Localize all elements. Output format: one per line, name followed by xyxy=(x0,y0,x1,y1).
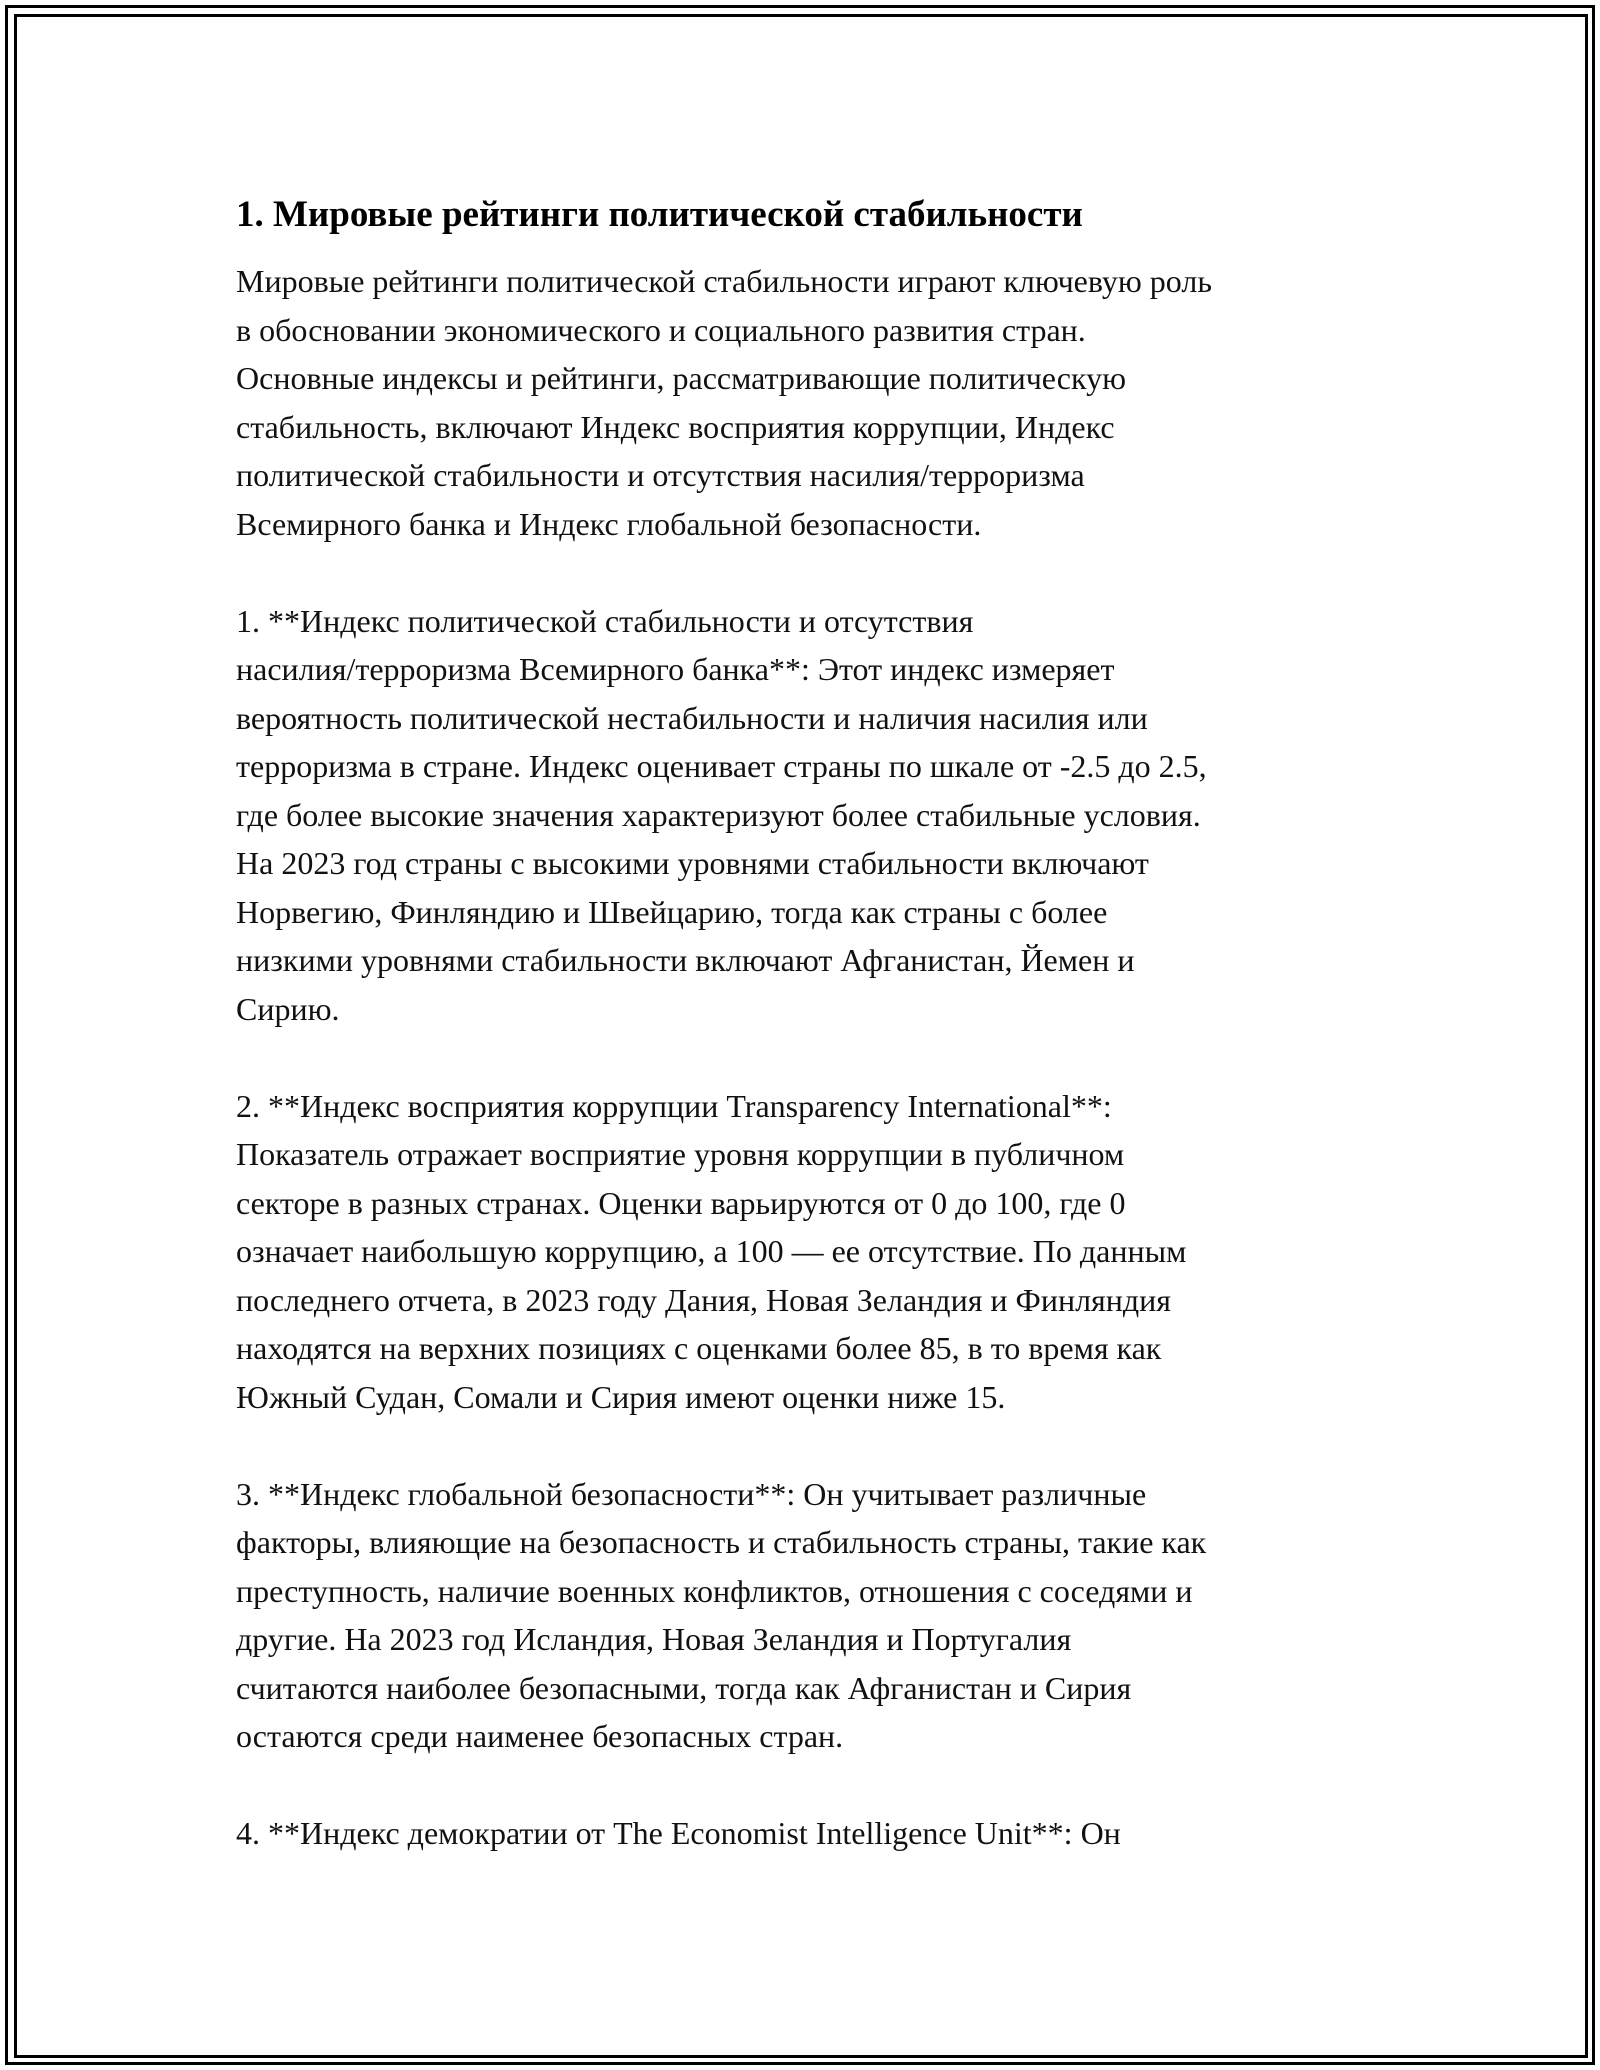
list-item-democracy-index: 4. **Индекс демократии от The Economist Intelligence Unit**: Он xyxy=(236,1815,1121,1851)
list-item-world-bank-index: 1. **Индекс политической стабильности и отсутствия насилия/терроризма Всемирного банка**: Этот индекс измеряет вероятность политической нестабильности и наличия насилия или терроризма в стране. Индекс оценивает страны по шкале от -2.5 до 2.5, где более высокие значения характеризуют более стабильные условия. На 2023 год страны с высокими уровнями стабильности включают Норвегию, Финляндию и Швейцарию, тогда как страны с более низкими уровнями стабильности включают Афганистан, Йемен и Сирию. xyxy=(236,602,1207,1027)
list-item-global-security-index: 3. **Индекс глобальной безопасности**: Он учитывает различные факторы, влияющие на безопасность и стабильность страны, такие как преступность, наличие военных конфликтов, отношения с соседями и другие. На 2023 год Исландия, Новая Зеландия и Португалия считаются наиболее безопасными, тогда как Афганистан и Сирия остаются среди наименее безопасных стран. xyxy=(236,1475,1207,1754)
section-heading: 1. Мировые рейтинги политической стабильности xyxy=(236,194,1083,235)
list-item-corruption-index: 2. **Индекс восприятия коррупции Transparency International**: Показатель отражает восприятие уровня коррупции в публичном секторе в разных странах. Оценки варьируются от 0 до 100, где 0 означает наибольшую коррупцию, а 100 — ее отсутствие. По данным последнего отчета, в 2023 году Дания, Новая Зеландия и Финляндия находятся на верхних позициях с оценками более 85, в то время как Южный Судан, Сомали и Сирия имеют оценки ниже 15. xyxy=(236,1087,1187,1415)
intro-paragraph: Мировые рейтинги политической стабильности играют ключевую роль в обосновании экономического и социального развития стран. Основные индексы и рейтинги, рассматривающие политическую стабильность, включают Индекс восприятия коррупции, Индекс политической стабильности и отсутствия насилия/терроризма Всемирного банка и Индекс глобальной безопасности. xyxy=(236,263,1212,542)
document-body xyxy=(236,182,1386,1858)
